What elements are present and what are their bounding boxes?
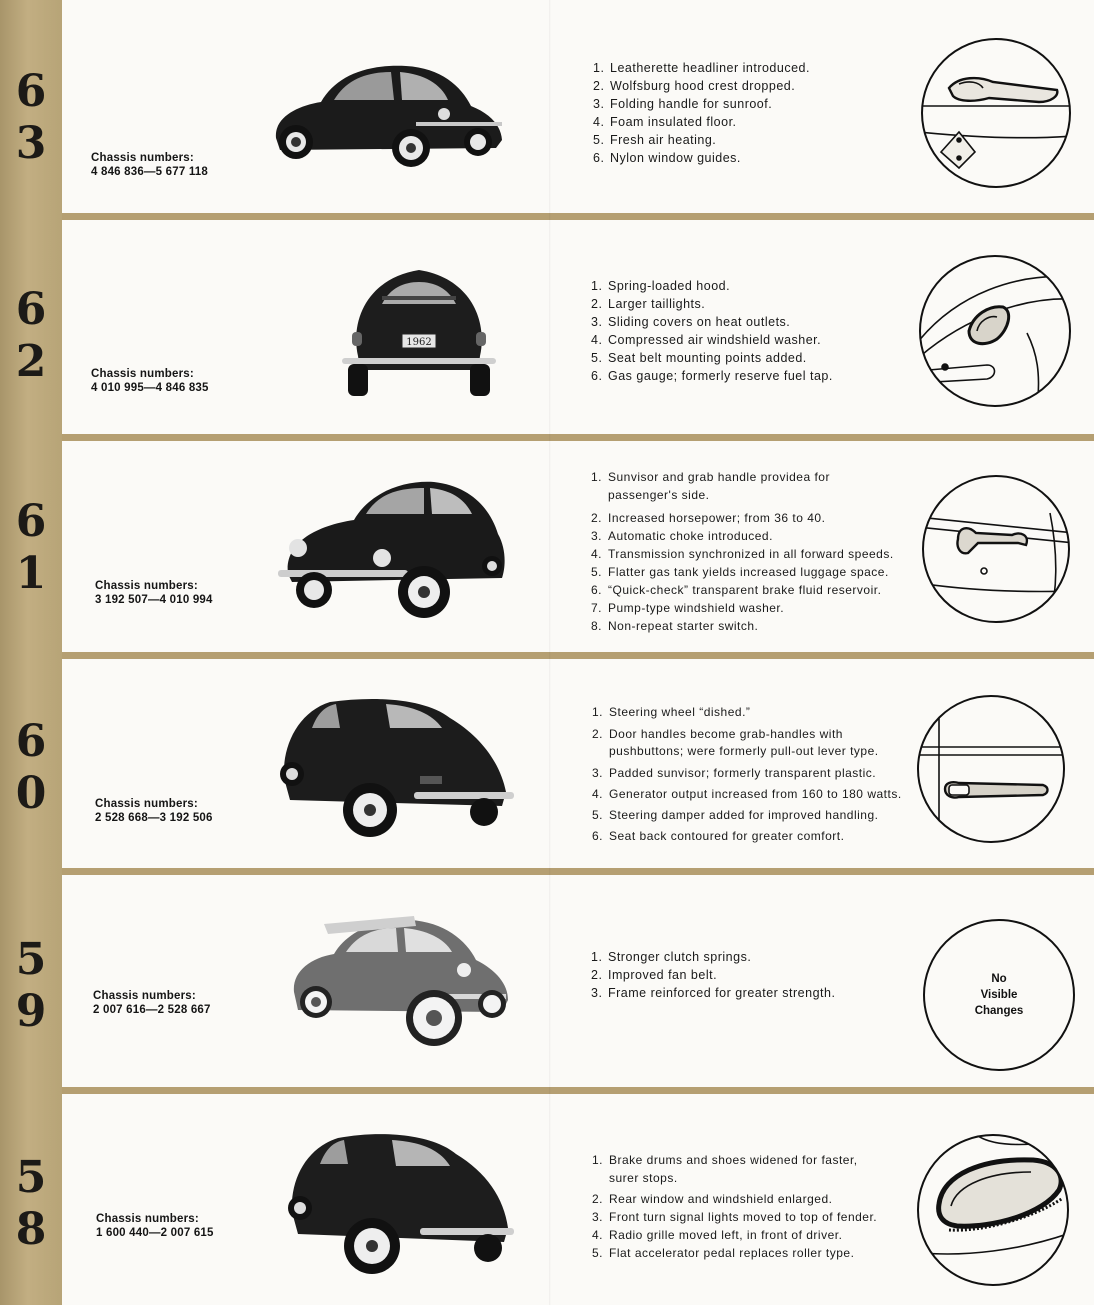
divider-band [62, 434, 1094, 441]
list-item [591, 295, 901, 313]
item-number: 1. [592, 1153, 604, 1167]
item-number: 1. [591, 470, 603, 484]
list-item [591, 563, 917, 581]
list-item [593, 149, 903, 167]
item-text: Front turn signal lights moved to top of fender. [609, 1210, 878, 1224]
chassis-range: 4 846 836—5 677 118 [91, 166, 208, 178]
item-text: Generator output increased from 160 to 180 watts. [609, 787, 902, 801]
list-item [591, 468, 917, 504]
chassis-numbers-1958 [96, 1212, 214, 1240]
item-text: Transmission synchronized in all forward speeds. [608, 547, 894, 561]
list-item [593, 59, 903, 77]
item-number: 4. [592, 1228, 604, 1242]
chassis-label: Chassis numbers: [95, 580, 198, 592]
item-number: 4. [591, 333, 603, 347]
item-number: 2. [591, 968, 603, 982]
item-number: 3. [591, 986, 603, 1000]
chassis-range: 4 010 995—4 846 835 [91, 382, 209, 394]
list-item [592, 1190, 912, 1208]
chassis-label: Chassis numbers: [93, 990, 196, 1002]
item-text: Automatic choke introduced. [608, 529, 773, 543]
item-number: 3. [592, 1210, 604, 1224]
list-item [591, 367, 901, 385]
item-number: 6. [593, 151, 605, 165]
chassis-label: Chassis numbers: [95, 798, 198, 810]
year-label-1959 [0, 934, 62, 1038]
item-text: Brake drums and shoes widened for faster, surer stops. [609, 1153, 858, 1185]
list-item [591, 599, 917, 617]
item-text: Non-repeat starter switch. [608, 619, 759, 633]
list-item [592, 828, 922, 845]
list-item [592, 1226, 912, 1244]
list-item [591, 331, 901, 349]
year-digit: 0 [15, 768, 47, 819]
item-text: Padded sunvisor; formerly transparent plastic. [609, 766, 877, 780]
page-fold [549, 0, 551, 1305]
year-label-1958 [0, 1152, 62, 1256]
item-number: 3. [591, 529, 603, 543]
item-number: 5. [592, 1246, 604, 1260]
divider-band [62, 1087, 1094, 1094]
item-text: Nylon window guides. [610, 151, 741, 165]
item-text: Steering wheel “dished.” [609, 705, 751, 719]
badge-text: Visible [980, 989, 1018, 1001]
item-text: Sliding covers on heat outlets. [608, 315, 791, 329]
beetle-rear-three-quarter-icon [282, 1128, 516, 1278]
chassis-range: 1 600 440—2 007 615 [96, 1227, 214, 1239]
year-digit: 8 [15, 1204, 47, 1255]
door-handle-detail-icon [915, 693, 1067, 845]
chassis-label: Chassis numbers: [96, 1213, 199, 1225]
item-text: Wolfsburg hood crest dropped. [610, 79, 796, 93]
item-number: 2. [591, 511, 603, 525]
list-item [593, 95, 903, 113]
item-number: 2. [592, 1192, 604, 1206]
no-visible-changes-badge [923, 919, 1075, 1071]
changes-list-1958 [592, 1151, 912, 1262]
taillight-detail-icon [917, 253, 1073, 409]
item-text: Sunvisor and grab handle providea for passenger's side. [608, 470, 830, 502]
list-item [592, 1208, 912, 1226]
item-number: 1. [591, 950, 603, 964]
item-text: Door handles become grab-handles with pushbuttons; were formerly pull-out lever type. [609, 727, 879, 758]
year-digit: 6 [15, 284, 47, 335]
list-item [592, 1151, 912, 1187]
item-text: Increased horsepower; from 36 to 40. [608, 511, 826, 525]
list-item [592, 1244, 912, 1262]
item-text: Compressed air windshield washer. [608, 333, 822, 347]
item-number: 6. [592, 829, 604, 843]
beetle-front-three-quarter-icon [274, 474, 512, 624]
item-number: 2. [591, 297, 603, 311]
list-item [591, 313, 901, 331]
list-item [591, 509, 917, 527]
list-item [592, 704, 922, 721]
year-digit: 3 [15, 118, 47, 169]
item-text: Flat accelerator pedal replaces roller type. [609, 1246, 855, 1260]
item-text: Folding handle for sunroof. [610, 97, 773, 111]
item-number: 4. [591, 547, 603, 561]
year-digit: 5 [15, 1152, 47, 1203]
list-item [593, 77, 903, 95]
item-number: 1. [593, 61, 605, 75]
chassis-numbers-1963 [91, 151, 208, 179]
list-item [592, 726, 922, 760]
year-digit: 6 [15, 716, 47, 767]
year-digit: 9 [15, 986, 47, 1037]
license-plate-text: 1962 [406, 337, 432, 348]
chassis-numbers-1961 [95, 579, 213, 607]
chassis-label: Chassis numbers: [91, 152, 194, 164]
beetle-sunroof-side-icon [284, 912, 514, 1052]
year-digit: 6 [15, 66, 47, 117]
item-number: 5. [591, 351, 603, 365]
beetle-rear-view-icon [338, 260, 500, 398]
item-text: Larger taillights. [608, 297, 706, 311]
list-item [593, 113, 903, 131]
item-number: 6. [591, 369, 603, 383]
item-text: Leatherette headliner introduced. [610, 61, 810, 75]
year-label-1963 [0, 66, 62, 170]
badge-text: No [991, 973, 1007, 985]
item-text: “Quick-check” transparent brake fluid reservoir. [608, 583, 882, 597]
year-digit: 2 [15, 336, 47, 387]
item-number: 3. [591, 315, 603, 329]
list-item [592, 786, 922, 803]
item-number: 4. [593, 115, 605, 129]
chassis-numbers-1962 [91, 367, 209, 395]
divider-band [62, 868, 1094, 875]
item-text: Steering damper added for improved handling. [609, 808, 879, 822]
list-item [591, 617, 917, 635]
changes-list-1959 [591, 948, 901, 1002]
rear-window-detail-icon [913, 1132, 1073, 1288]
list-item [593, 131, 903, 149]
chassis-range: 2 528 668—3 192 506 [95, 812, 213, 824]
item-text: Flatter gas tank yields increased luggage space. [608, 565, 889, 579]
divider-band [62, 213, 1094, 220]
item-number: 5. [592, 808, 604, 822]
item-number: 8. [591, 619, 603, 633]
item-text: Radio grille moved left, in front of driver. [609, 1228, 843, 1242]
list-item [591, 349, 901, 367]
divider-band [62, 652, 1094, 659]
list-item [592, 765, 922, 782]
list-item [591, 966, 901, 984]
year-label-1962 [0, 284, 62, 388]
item-text: Stronger clutch springs. [608, 950, 752, 964]
item-number: 3. [593, 97, 605, 111]
list-item [591, 984, 901, 1002]
item-text: Rear window and windshield enlarged. [609, 1192, 833, 1206]
gold-year-strip [0, 0, 62, 1305]
changes-list-1961 [591, 468, 917, 635]
changes-list-1960 [592, 704, 922, 845]
beetle-rear-three-quarter-icon [274, 692, 516, 842]
chassis-numbers-1959 [93, 989, 211, 1017]
item-number: 5. [593, 133, 605, 147]
year-label-1961 [0, 496, 62, 600]
year-digit: 5 [15, 934, 47, 985]
item-text: Pump-type windshield washer. [608, 601, 785, 615]
changes-list-1962 [591, 277, 901, 385]
badge-text: Changes [974, 1005, 1024, 1017]
item-number: 2. [592, 727, 604, 741]
changes-list-1963 [593, 59, 903, 167]
item-text: Seat back contoured for greater comfort. [609, 829, 845, 843]
sunroof-handle-detail-icon [919, 36, 1073, 190]
item-number: 3. [592, 766, 604, 780]
year-digit: 6 [15, 496, 47, 547]
item-number: 2. [593, 79, 605, 93]
item-text: Gas gauge; formerly reserve fuel tap. [608, 369, 833, 383]
item-text: Foam insulated floor. [610, 115, 737, 129]
list-item [591, 527, 917, 545]
chassis-range: 3 192 507—4 010 994 [95, 594, 213, 606]
item-text: Improved fan belt. [608, 968, 718, 982]
list-item [591, 581, 917, 599]
list-item [591, 545, 917, 563]
chassis-range: 2 007 616—2 528 667 [93, 1004, 211, 1016]
year-digit: 1 [15, 548, 47, 599]
year-label-1960 [0, 716, 62, 820]
item-number: 5. [591, 565, 603, 579]
item-number: 1. [591, 279, 603, 293]
item-number: 6. [591, 583, 603, 597]
chassis-numbers-1960 [95, 797, 213, 825]
grab-handle-detail-icon [918, 473, 1074, 625]
list-item [591, 277, 901, 295]
item-number: 7. [591, 601, 603, 615]
item-text: Spring-loaded hood. [608, 279, 731, 293]
item-text: Frame reinforced for greater strength. [608, 986, 836, 1000]
item-number: 1. [592, 705, 604, 719]
chassis-label: Chassis numbers: [91, 368, 194, 380]
item-text: Seat belt mounting points added. [608, 351, 807, 365]
item-text: Fresh air heating. [610, 133, 717, 147]
beetle-side-three-quarter-icon [266, 56, 506, 174]
item-number: 4. [592, 787, 604, 801]
list-item [592, 807, 922, 824]
list-item [591, 948, 901, 966]
